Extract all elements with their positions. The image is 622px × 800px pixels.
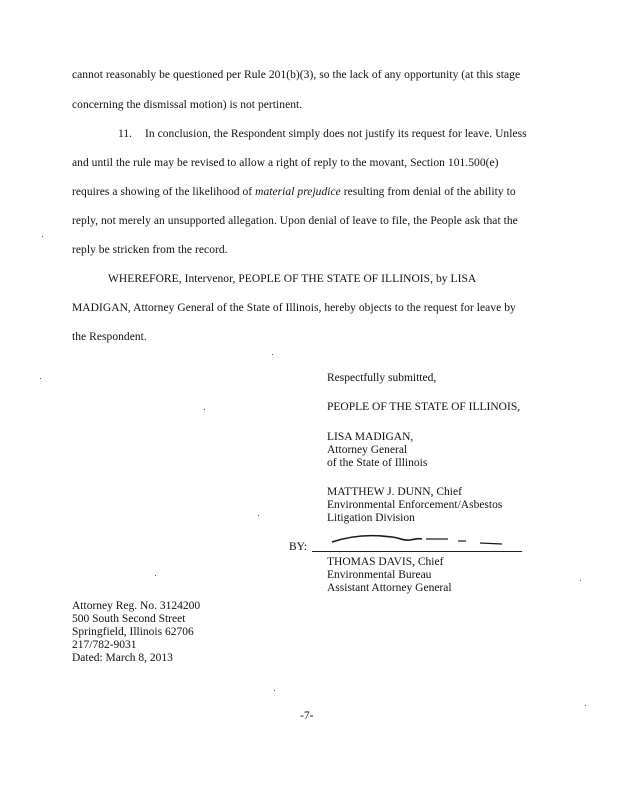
date-line: Dated: March 8, 2013 (72, 652, 173, 664)
party-name: PEOPLE OF THE STATE OF ILLINOIS, (327, 401, 521, 413)
paragraph-number: 11. (118, 128, 133, 140)
phone-number: 217/782-9031 (72, 639, 137, 651)
by-label: BY: (289, 541, 308, 553)
body-line: cannot reasonably be questioned per Rule 201(b)(3), so the lack of any opportunity (at this stage (72, 69, 521, 81)
chief-division: Litigation Division (327, 512, 415, 524)
street-address: 500 South Second Street (72, 613, 186, 625)
page-number: -7- (300, 710, 314, 722)
chief-division: Environmental Enforcement/Asbestos (327, 499, 503, 511)
signer-title: Assistant Attorney General (327, 582, 452, 594)
body-line: reply be stricken from the record. (72, 244, 228, 256)
emphasis-text: material prejudice (255, 186, 341, 198)
scan-speck (585, 705, 586, 706)
scan-speck (155, 575, 156, 576)
attorney-reg-number: Attorney Reg. No. 3124200 (72, 600, 201, 612)
body-line: and until the rule may be revised to allow a right of reply to the movant, Section 101.500(e) (72, 157, 499, 169)
body-line: MADIGAN, Attorney General of the State of Illinois, hereby objects to the request for leave by (72, 302, 516, 314)
signer-bureau: Environmental Bureau (327, 569, 432, 581)
body-text: requires a showing of the likelihood of (72, 186, 256, 198)
chief-name: MATTHEW J. DUNN, Chief (327, 486, 462, 498)
signature-line (312, 551, 522, 552)
signer-name: THOMAS DAVIS, Chief (327, 556, 444, 568)
body-line: reply, not merely an unsupported allegation. Upon denial of leave to file, the People ask that the (72, 215, 518, 227)
scan-speck (274, 690, 275, 691)
scan-speck (258, 515, 259, 516)
attorney-general-title: Attorney General (327, 444, 408, 456)
body-line: In conclusion, the Respondent simply does not justify its request for leave. Unless (145, 128, 527, 140)
attorney-general-state: of the State of Illinois (327, 457, 428, 469)
scan-speck (42, 236, 43, 237)
scan-speck (580, 580, 581, 581)
body-line: WHEREFORE, Intervenor, PEOPLE OF THE STATE OF ILLINOIS, by LISA (108, 273, 477, 285)
scan-speck (204, 409, 205, 410)
body-line (72, 185, 516, 199)
closing-text: Respectfully submitted, (327, 372, 437, 384)
handwritten-signature (330, 528, 510, 548)
city-address: Springfield, Illinois 62706 (72, 626, 194, 638)
attorney-general-name: LISA MADIGAN, (327, 431, 414, 443)
scan-speck (272, 354, 273, 355)
scan-speck (40, 378, 41, 379)
body-text: resulting from denial of the ability to (340, 186, 516, 198)
body-line: the Respondent. (72, 331, 147, 343)
body-line: concerning the dismissal motion) is not pertinent. (72, 99, 303, 111)
